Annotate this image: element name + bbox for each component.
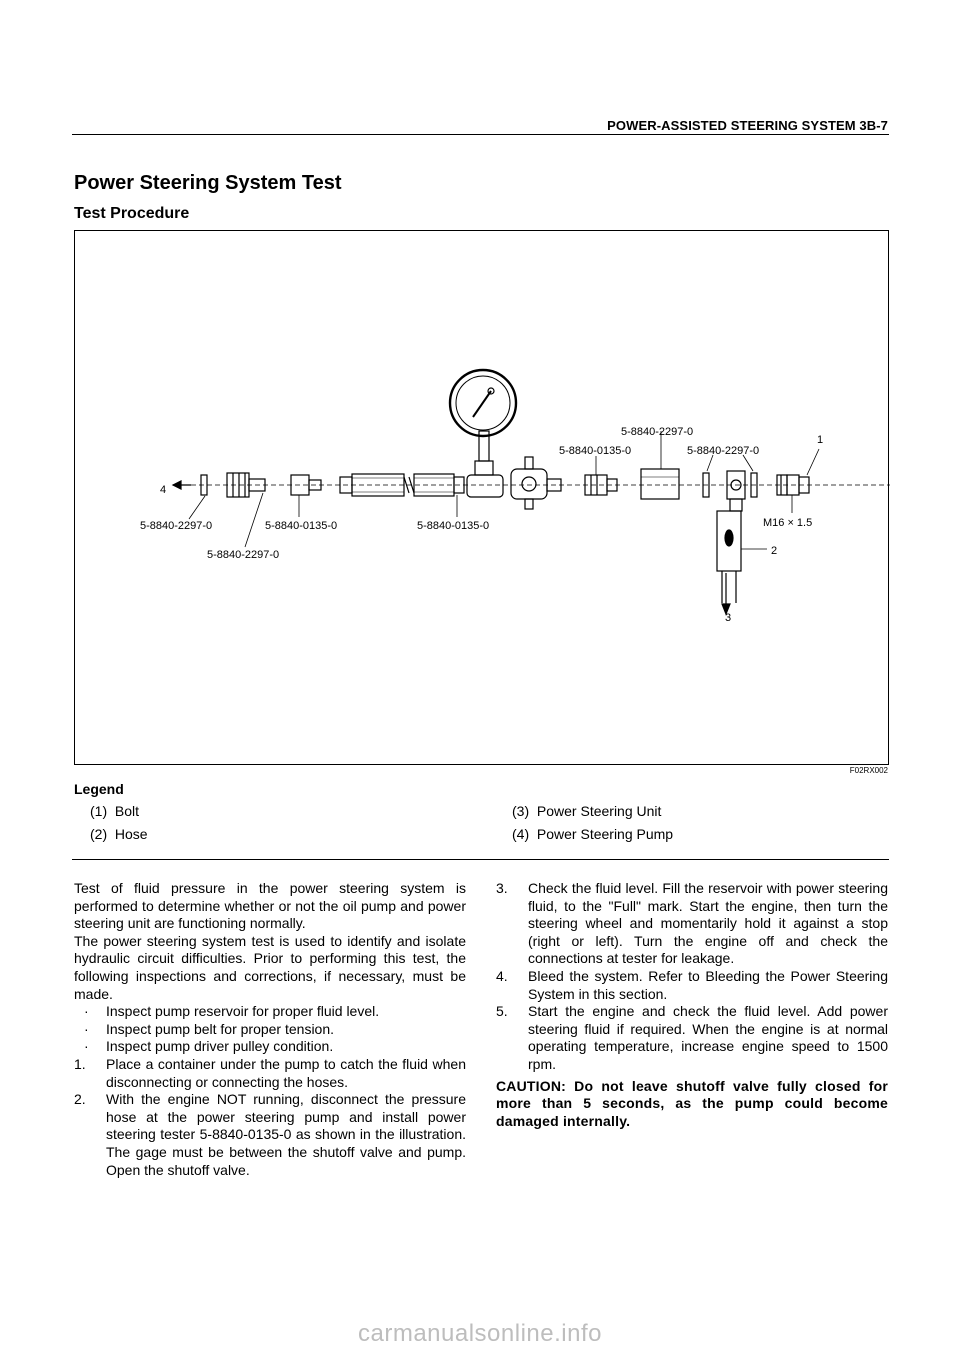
step-item — [74, 1056, 466, 1091]
part-label-left-adapter: 5-8840-2297-0 — [140, 520, 213, 532]
tester-diagram — [75, 231, 890, 766]
part-label-center-fitting: 5-8840-0135-0 — [417, 520, 490, 532]
step-number: 4. — [496, 967, 508, 984]
bullet-mark: · — [84, 1038, 89, 1055]
right-column — [496, 880, 888, 1130]
legend-num: (4) — [512, 826, 530, 842]
bullet-item: · Inspect pump reservoir for proper fluid level. — [84, 1003, 380, 1020]
step-item — [496, 880, 888, 968]
legend-num: (1) — [90, 803, 108, 819]
step-number: 2. — [74, 1091, 86, 1108]
step-text: Bleed the system. Refer to Bleeding the Power Steering System in this section. — [528, 967, 888, 1002]
legend-num: (2) — [90, 826, 108, 842]
left-adapter-body — [227, 473, 249, 497]
step-number: 3. — [496, 880, 508, 896]
step-item — [496, 968, 888, 1003]
bullet-item: · Inspect pump belt for proper tension. — [84, 1020, 335, 1037]
part-label-right-top-adapter: 5-8840-2297-0 — [621, 426, 694, 438]
header-rule — [72, 134, 889, 135]
tee-body — [467, 475, 503, 497]
bullet-item: · Inspect pump driver pulley condition. — [84, 1038, 334, 1055]
step-item — [74, 1091, 466, 1179]
legend-label: Power Steering Pump — [536, 826, 674, 842]
intro-paragraph: The power steering system test is used to identify and isolate hydraulic circuit difficulties. Prior to performing this test, the following inspections and corrections, if necessary, must be made. — [74, 932, 466, 1002]
legend-item — [90, 826, 148, 842]
step-text: With the engine NOT running, disconnect the pressure hose at the power steering pump and install power steering tester 5-8840-0135-0 as shown in the illustration. The gage must be between the shutoff valve and pump. Open the shutoff valve. — [106, 1091, 466, 1178]
step-text: Start the engine and check the fluid level. Add power steering fluid if required. When the engine is at normal operating temperature, increase engine speed to 1500 rpm. — [528, 1003, 888, 1072]
part-label-right-adapter: 5-8840-2297-0 — [687, 445, 760, 457]
step-number: 1. — [74, 1055, 86, 1072]
watermark: carmanualsonline.info — [358, 1320, 602, 1347]
legend-label: Hose — [114, 826, 148, 842]
callout-3: 3 — [725, 612, 732, 624]
legend-item — [90, 803, 139, 819]
step-text: Check the fluid level. Fill the reservoir with power steering fluid, to the "Full" mark. Start the engine, then turn the steering wheel and momentarily hold it against a stop (right or left). Turn the engine off and check the connections at tester for leakage. — [528, 880, 888, 967]
running-header: POWER-ASSISTED STEERING SYSTEM 3B-7 — [607, 118, 888, 133]
callout-4: 4 — [160, 484, 167, 496]
section-divider — [72, 859, 889, 860]
figure-code: F02RX002 — [849, 766, 888, 775]
section-subtitle: Test Procedure — [74, 205, 190, 222]
page-title: Power Steering System Test — [74, 172, 342, 194]
legend-title: Legend — [74, 781, 124, 797]
left-column — [74, 880, 466, 1179]
part-label-left-lower-adapter: 5-8840-2297-0 — [207, 549, 280, 561]
part-label-right-fitting: 5-8840-0135-0 — [559, 445, 632, 457]
bullet-mark: · — [84, 1003, 89, 1020]
cylinder-adapter — [641, 469, 679, 499]
legend-item — [512, 803, 661, 819]
callout-2: 2 — [771, 545, 778, 557]
legend-num: (3) — [512, 803, 530, 819]
step-item — [496, 1003, 888, 1073]
step-number: 5. — [496, 1003, 508, 1020]
legend-label: Bolt — [114, 803, 140, 819]
test-setup-figure — [74, 230, 889, 765]
gauge-stem-nut — [475, 461, 493, 475]
bullet-mark: · — [84, 1020, 89, 1037]
shutoff-valve-body — [511, 469, 547, 499]
thread-spec-label: M16 × 1.5 — [763, 517, 813, 529]
legend-label: Power Steering Unit — [536, 803, 662, 819]
pump-arrow-head — [173, 481, 181, 489]
step-text: Place a container under the pump to catch the fluid when disconnecting or connecting the hoses. — [106, 1055, 466, 1090]
callout-1: 1 — [817, 434, 824, 446]
legend-item — [512, 826, 673, 842]
intro-paragraph: Test of fluid pressure in the power steering system is performed to determine whether or not the oil pump and power steering unit are functioning normally. — [74, 880, 466, 932]
caution-note: CAUTION: Do not leave shutoff valve fully closed for more than 5 seconds, as the pump could become damaged internally. — [496, 1077, 888, 1129]
part-label-left-hose-fitting: 5-8840-0135-0 — [265, 520, 338, 532]
